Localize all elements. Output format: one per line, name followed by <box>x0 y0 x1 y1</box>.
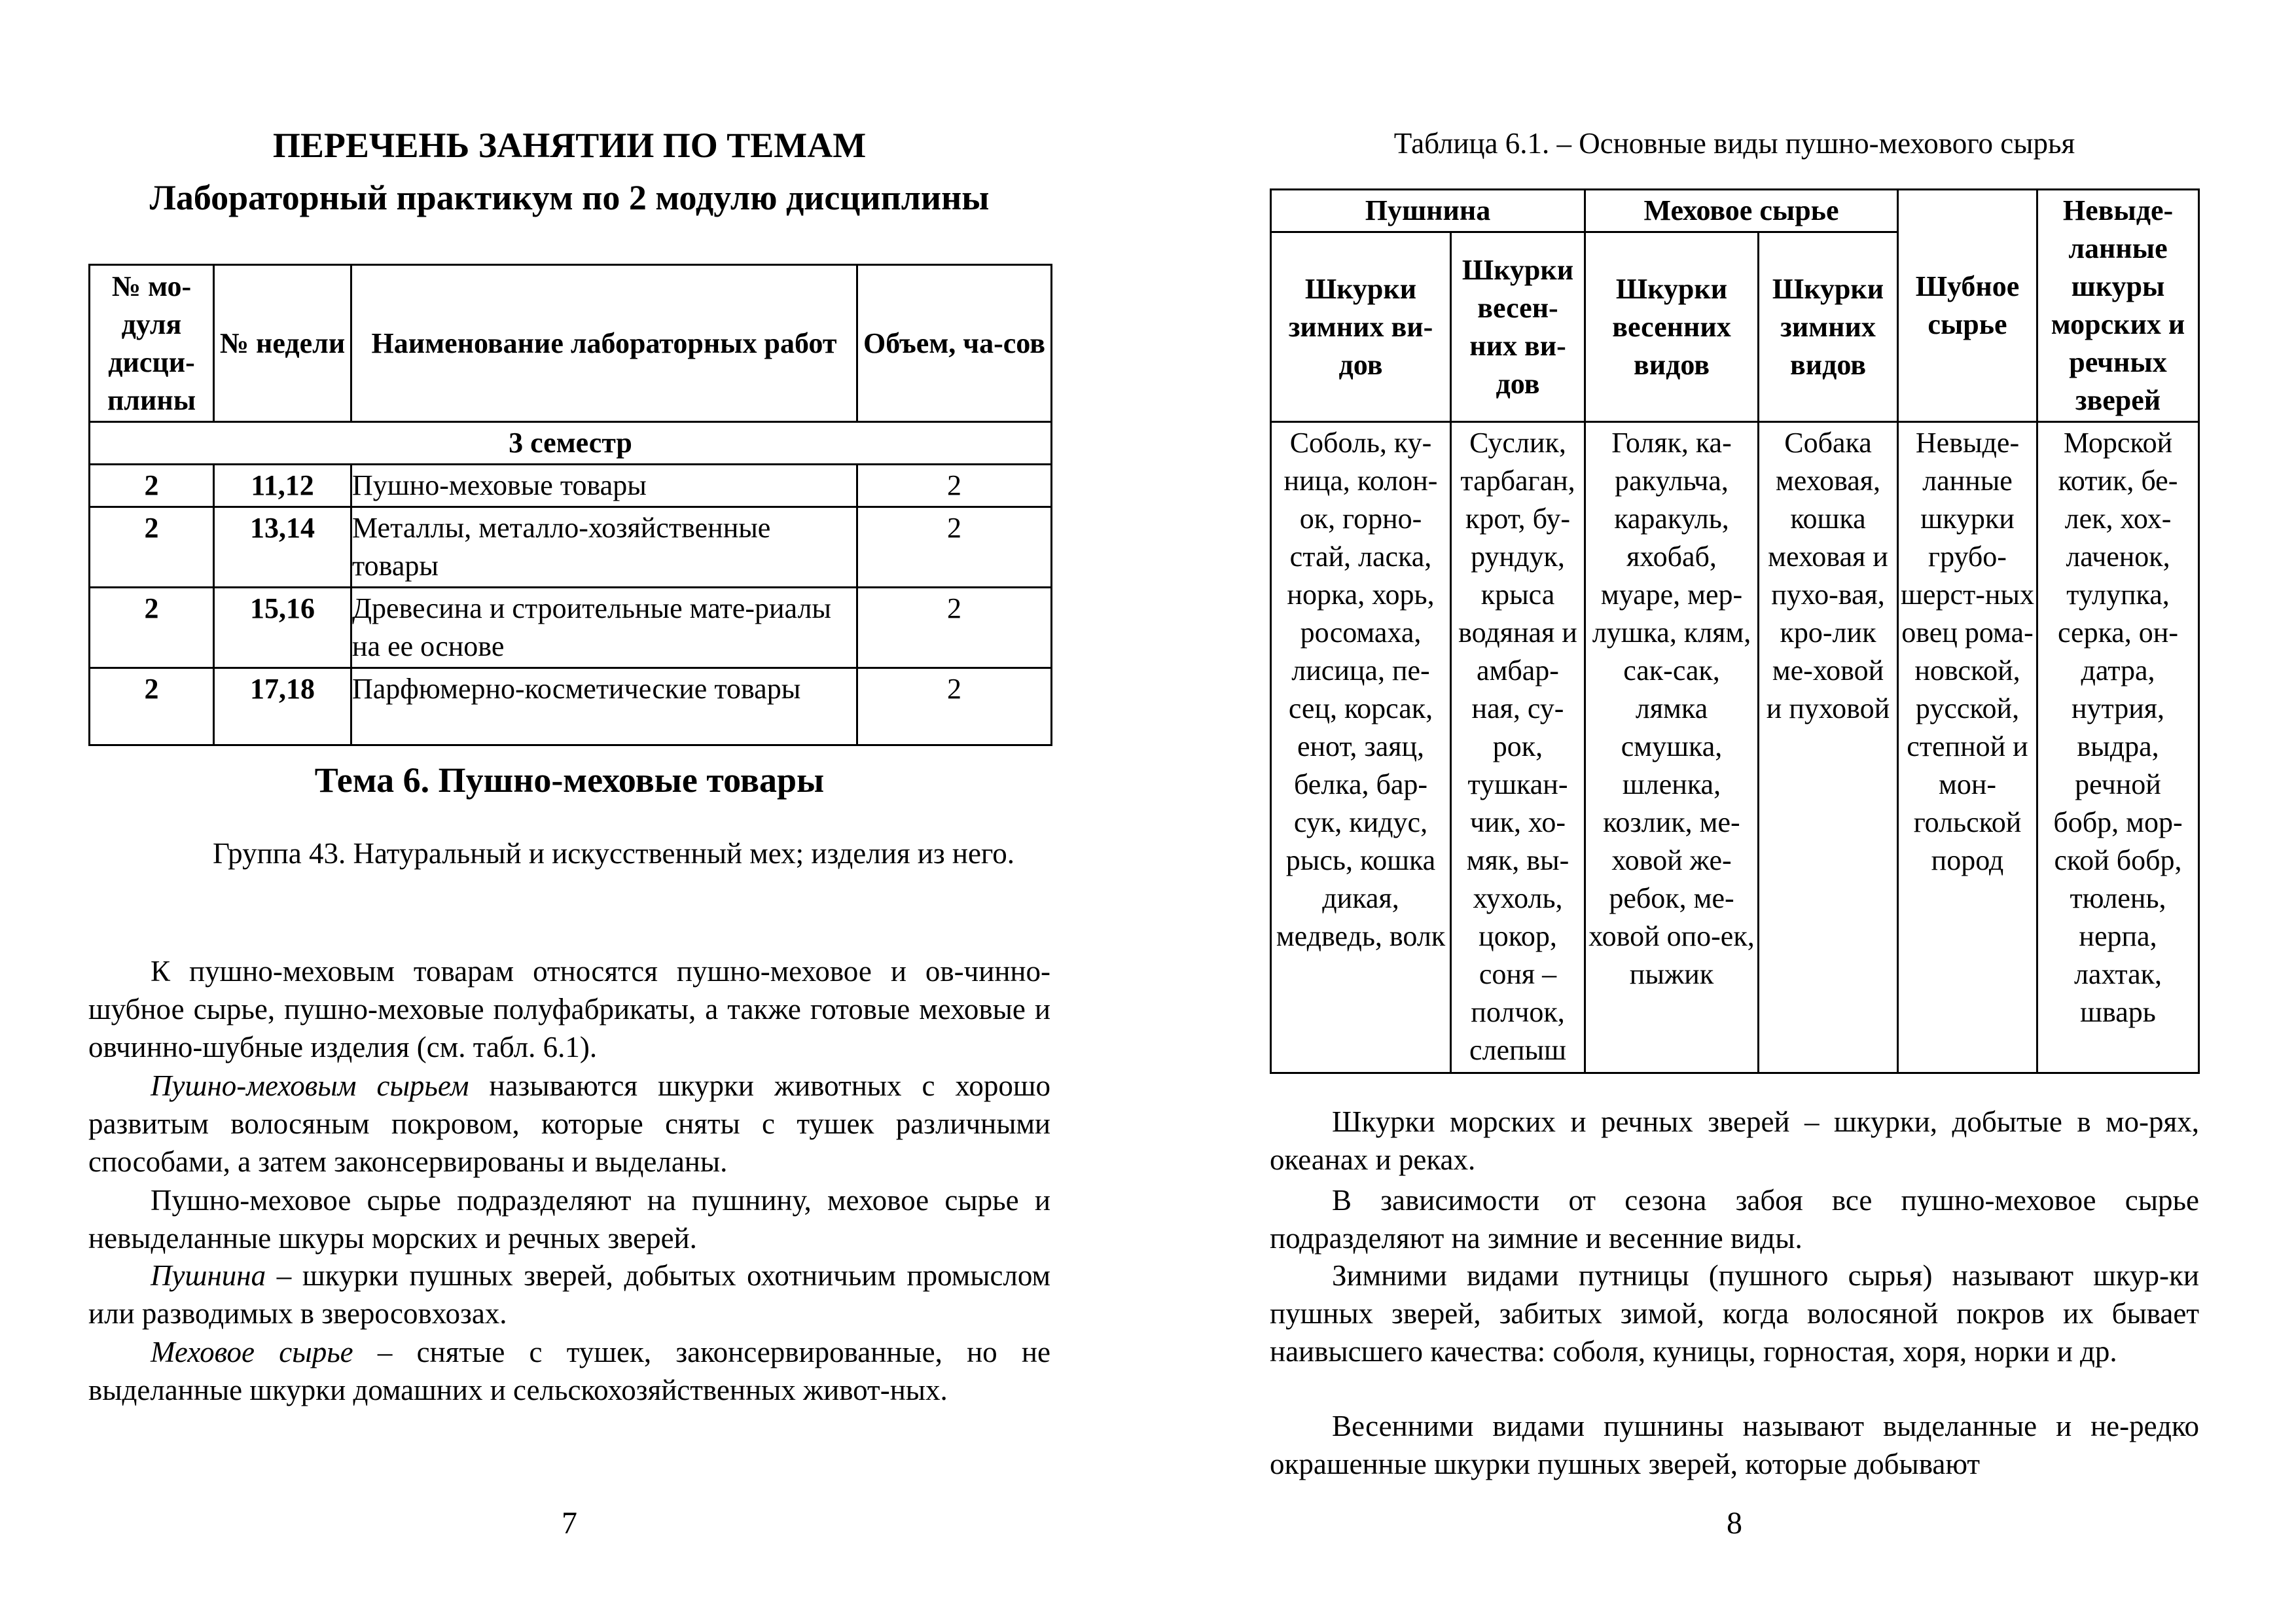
header-hours: Объем, ча-сов <box>857 265 1052 422</box>
header-module: № мо-дуля дисци-плины <box>90 265 214 422</box>
cell-pushnina-spring: Суслик, тарбаган, крот, бу-рундук, крыса водяная и амбар-ная, су-рок, тушкан-чик, хо-мяк, вы-хухоль, цокор, соня – полчок, слепыш <box>1451 422 1585 1073</box>
paragraph: Зимними видами путницы (пушного сырья) называют шкур-ки пушных зверей, забитых зимой, когда волосяной покров их бывает наивысшего качества: соболя, куницы, горностая, хоря, норки и др. <box>1270 1259 2199 1368</box>
row-hours: 2 <box>857 588 1052 668</box>
table-header-row <box>1271 190 2199 232</box>
semester-label: 3 семестр <box>90 422 1052 465</box>
header-week: № недели <box>214 265 351 422</box>
row-name: Металлы, металло-хозяйственные товары <box>351 507 857 588</box>
row-weeks: 17,18 <box>214 668 351 745</box>
definition: называются шкурки животных с хорошо развитым волосяным покровом, которые сняты с тушек различными способами, а затем законсервированы и выделаны. <box>88 1069 1050 1178</box>
header-mekh-spring: Шкурки весенних видов <box>1585 232 1759 422</box>
row-weeks: 11,12 <box>214 465 351 507</box>
header-pushnina-winter: Шкурки зимних ви-дов <box>1271 232 1451 422</box>
row-hours: 2 <box>857 668 1052 745</box>
semester-row <box>90 422 1052 465</box>
row-module: 2 <box>90 588 214 668</box>
row-name: Древесина и строительные мате-риалы на ее основе <box>351 588 857 668</box>
page-title: ПЕРЕЧЕНЬ ЗАНЯТИИ ПО ТЕМАМ <box>272 126 867 165</box>
header-mekh-winter: Шкурки зимних видов <box>1759 232 1898 422</box>
header-shubnoe: Шубное сырье <box>1898 190 2037 422</box>
cell-marine: Морской котик, бе-лек, хох-лаченок, тулупка, серка, он-датра, нутрия, выдра, речной бобр, мор-ской бобр, тюлень, нерпа, лахтак, шварь <box>2037 422 2199 1073</box>
table-row <box>90 465 1052 507</box>
table-row <box>90 668 1052 745</box>
header-marine: Невыде-ланные шкуры морских и речных зверей <box>2037 190 2199 422</box>
term: Меховое сырье <box>151 1336 353 1368</box>
cell-shubnoe: Невыде-ланные шкурки грубо-шерст-ных овец рома-новской, русской, степной и мон-гольской пород <box>1898 422 2037 1073</box>
paragraph: В зависимости от сезона забоя все пушно-меховое сырье подразделяют на зимние и весенние виды. <box>1270 1184 2199 1255</box>
lab-schedule-table <box>88 264 1052 746</box>
definition: – снятые с тушек, законсервированные, но не выделанные шкурки домашних и сельскохозяйственных живот-ных. <box>88 1336 1050 1406</box>
header-name: Наименование лабораторных работ <box>351 265 857 422</box>
paragraph: Пушно-меховое сырье подразделяют на пушнину, меховое сырье и невыделанные шкуры морских и речных зверей. <box>88 1184 1050 1255</box>
row-name: Пушно-меховые товары <box>351 465 857 507</box>
paragraph <box>88 1067 1050 1181</box>
theme-title: Тема 6. Пушно-меховые товары <box>314 760 825 800</box>
group-paragraph: Группа 43. Натуральный и искусственный мех; изделия из него. <box>213 837 1015 870</box>
paragraph <box>88 1257 1050 1332</box>
cell-mekh-winter: Собака меховая, кошка меховая и пухо-вая, кро-лик ме-ховой и пуховой <box>1759 422 1898 1073</box>
row-module: 2 <box>90 465 214 507</box>
header-mekhovoe: Меховое сырье <box>1585 190 1898 232</box>
paragraph: Весенними видами пушнины называют выделанные и не-редко окрашенные шкурки пушных зверей, которые добывают <box>1270 1410 2199 1480</box>
fur-types-table <box>1270 188 2200 1074</box>
cell-mekh-spring: Голяк, ка-ракульча, каракуль, яхобаб, муаре, мер-лушка, клям, сак-сак, лямка смушка, шленка, козлик, ме-ховой же-ребок, ме-ховой опо-ек, пыжик <box>1585 422 1759 1073</box>
right-page <box>1270 0 2199 1623</box>
row-weeks: 15,16 <box>214 588 351 668</box>
table-caption: Таблица 6.1. – Основные виды пушно-мехового сырья <box>1393 127 2075 160</box>
row-hours: 2 <box>857 465 1052 507</box>
table-row <box>90 507 1052 588</box>
page-number: 7 <box>562 1506 577 1541</box>
definition: – шкурки пушных зверей, добытых охотничьим промыслом или разводимых в зверосовхозах. <box>88 1259 1050 1330</box>
paragraph: Шкурки морских и речных зверей – шкурки, добытые в мо-рях, океанах и реках. <box>1270 1105 2199 1176</box>
page-subtitle: Лабораторный практикум по 2 модулю дисциплины <box>149 178 990 217</box>
row-module: 2 <box>90 507 214 588</box>
term: Пушно-меховым сырьем <box>151 1069 469 1102</box>
table-header-row <box>90 265 1052 422</box>
table-row <box>1271 422 2199 1073</box>
row-weeks: 13,14 <box>214 507 351 588</box>
paragraph: К пушно-меховым товарам относятся пушно-меховое и ов-чинно-шубное сырье, пушно-меховые полуфабрикаты, а также готовые меховые и овчинно-шубные изделия (см. табл. 6.1). <box>88 955 1050 1063</box>
header-pushnina: Пушнина <box>1271 190 1585 232</box>
table-row <box>90 588 1052 668</box>
term: Пушнина <box>151 1259 266 1292</box>
row-name: Парфюмерно-косметические товары <box>351 668 857 745</box>
paragraph <box>88 1333 1050 1409</box>
page-number: 8 <box>1727 1506 1742 1541</box>
left-page <box>88 0 1050 1623</box>
row-module: 2 <box>90 668 214 745</box>
header-pushnina-spring: Шкурки весен-них ви-дов <box>1451 232 1585 422</box>
row-hours: 2 <box>857 507 1052 588</box>
cell-pushnina-winter: Соболь, ку-ница, колон-ок, горно-стай, ласка, норка, хорь, росомаха, лисица, пе-сец, корсак, енот, заяц, белка, бар-сук, кидус, рысь, кошка дикая, медведь, волк <box>1271 422 1451 1073</box>
